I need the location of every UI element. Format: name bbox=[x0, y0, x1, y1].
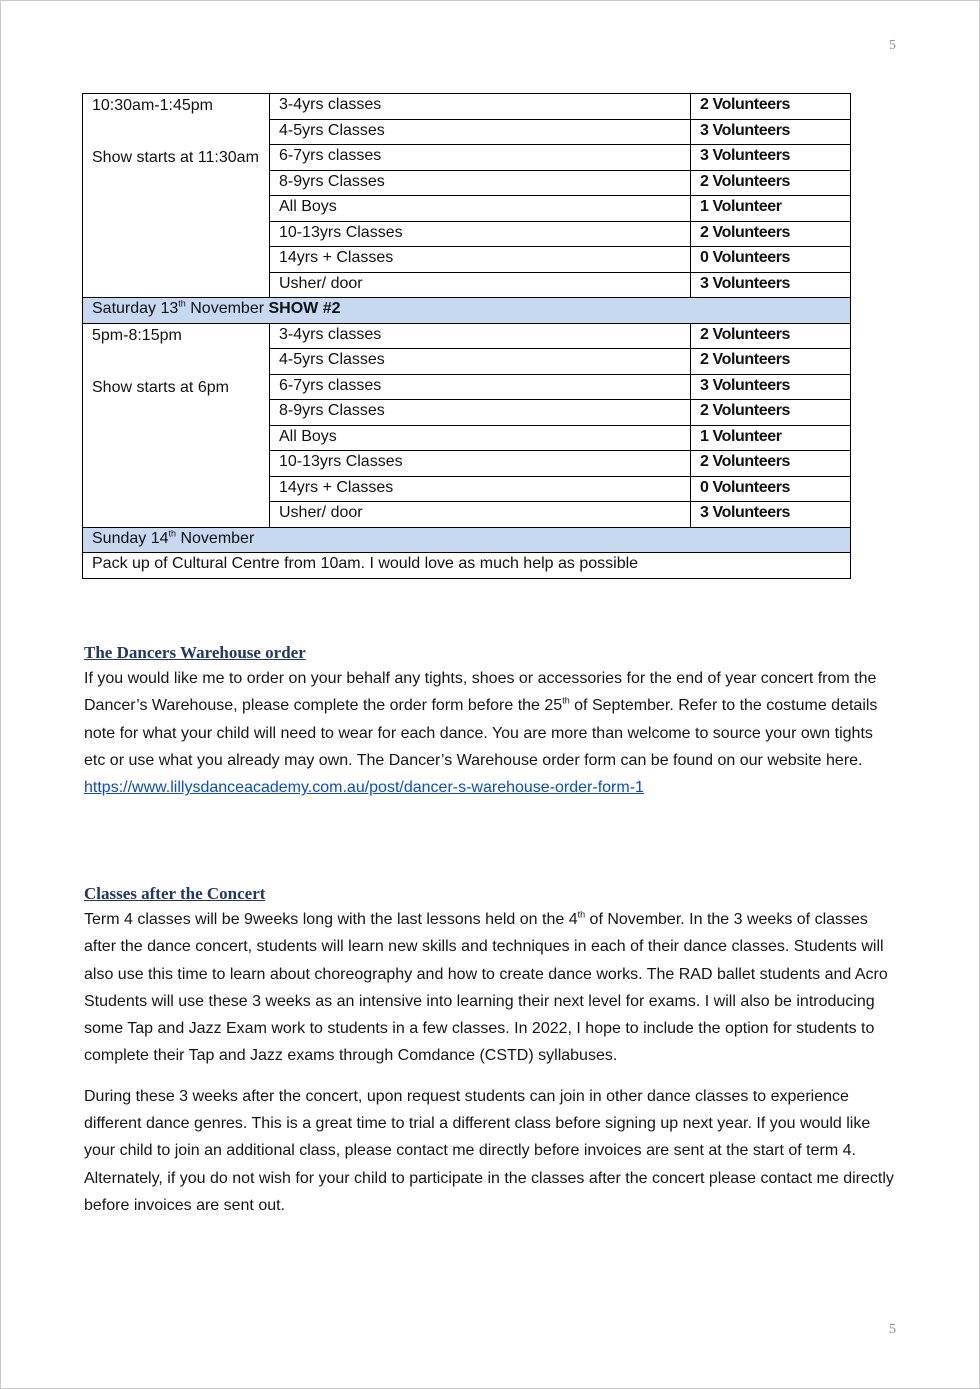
ordinal-suffix: th bbox=[577, 909, 586, 920]
paragraph-text: of September. Refer to the costume details note for what your child will need to wear for each dance. You are more than welcome to source your own tights etc or use what you already may own. The Dancer’s Warehouse order form can be found on our website here. bbox=[84, 697, 878, 769]
packup-cell: Pack up of Cultural Centre from 10am. I would love as much help as possible bbox=[83, 553, 851, 579]
class-cell: 6-7yrs classes bbox=[270, 145, 691, 171]
paragraph-text: If you would like me to order on your behalf any tights, shoes or accessories for the end of year concert from the Dancer’s Warehouse, please complete the order form before the 25 bbox=[84, 670, 877, 715]
volunteer-cell: 2 Volunteers bbox=[691, 349, 851, 375]
class-cell: 14yrs + Classes bbox=[270, 476, 691, 502]
volunteer-cell: 3 Volunteers bbox=[691, 272, 851, 298]
volunteer-cell: 2 Volunteers bbox=[691, 170, 851, 196]
paragraph-text: of November. In the 3 weeks of classes after the dance concert, students will learn new skills and techniques in each of their dance classes. Students will also use this time to learn about choreography and how to create dance works. The RAD ballet students and Acro Students will use these 3 weeks as an intensive into learning their next level for exams. I will also be introducing some Tap and Jazz Exam work to students in a few classes. In 2022, I hope to include the option for students to complete their Tap and Jazz exams through Comdance (CSTD) syllabuses. bbox=[84, 911, 888, 1065]
paragraph-text: Term 4 classes will be 9weeks long with the last lessons held on the 4 bbox=[84, 911, 578, 928]
day-text: November bbox=[185, 300, 269, 317]
classes-heading: Classes after the Concert bbox=[84, 884, 266, 903]
volunteer-cell: 2 Volunteers bbox=[691, 94, 851, 120]
ordinal-suffix: th bbox=[178, 298, 186, 309]
volunteer-cell: 2 Volunteers bbox=[691, 451, 851, 477]
class-cell: 4-5yrs Classes bbox=[270, 349, 691, 375]
page-number-top: 5 bbox=[889, 38, 896, 53]
volunteer-cell: 0 Volunteers bbox=[691, 247, 851, 273]
table-row bbox=[83, 94, 851, 120]
class-cell: All Boys bbox=[270, 196, 691, 222]
class-cell: 10-13yrs Classes bbox=[270, 451, 691, 477]
volunteer-cell: 3 Volunteers bbox=[691, 119, 851, 145]
day-text: November bbox=[176, 529, 255, 547]
warehouse-section bbox=[84, 641, 896, 801]
show1-rows bbox=[83, 94, 851, 579]
class-cell: Usher/ door bbox=[270, 272, 691, 298]
warehouse-order-link[interactable]: https://www.lillysdanceacademy.com.au/post/dancer-s-warehouse-order-form-1 bbox=[84, 779, 644, 797]
day-header-saturday bbox=[83, 298, 851, 324]
class-cell: Usher/ door bbox=[270, 502, 691, 528]
volunteer-cell: 2 Volunteers bbox=[691, 323, 851, 349]
volunteer-cell: 3 Volunteers bbox=[691, 374, 851, 400]
class-cell: 3-4yrs classes bbox=[270, 323, 691, 349]
show-label: SHOW #2 bbox=[268, 300, 341, 317]
volunteer-cell: 1 Volunteer bbox=[691, 425, 851, 451]
warehouse-heading: The Dancers Warehouse order bbox=[84, 643, 306, 662]
show1-start: Show starts at 11:30am bbox=[92, 149, 259, 166]
classes-paragraph-2: During these 3 weeks after the concert, upon request students can join in other dance classes to experience different dance genres. This is a great time to trial a different class before signing up next year. If you would like your child to join an additional class, please contact me directly before invoices are sent at the start of term 4. Alternately, if you do not wish for your child to participate in the classes after the concert please contact me directly before invoices are sent out. bbox=[84, 1087, 894, 1214]
class-cell: 10-13yrs Classes bbox=[270, 221, 691, 247]
warehouse-paragraph bbox=[84, 665, 896, 801]
volunteer-cell: 0 Volunteers bbox=[691, 476, 851, 502]
table-row bbox=[83, 323, 851, 349]
volunteer-cell: 1 Volunteer bbox=[691, 196, 851, 222]
volunteer-cell: 3 Volunteers bbox=[691, 145, 851, 171]
class-cell: 8-9yrs Classes bbox=[270, 400, 691, 426]
show2-time: 5pm-8:15pm bbox=[92, 326, 182, 344]
ordinal-suffix: th bbox=[168, 528, 177, 539]
day-header-cell bbox=[83, 298, 851, 324]
volunteer-cell: 3 Volunteers bbox=[691, 502, 851, 528]
show1-time: 10:30am-1:45pm bbox=[92, 97, 213, 114]
classes-section bbox=[84, 882, 896, 1219]
day-header-cell bbox=[83, 527, 851, 553]
class-cell: 4-5yrs Classes bbox=[270, 119, 691, 145]
show2-time-cell bbox=[83, 323, 270, 527]
show1-time-cell bbox=[83, 94, 270, 298]
day-header-sunday bbox=[83, 527, 851, 553]
volunteer-cell: 2 Volunteers bbox=[691, 221, 851, 247]
volunteer-schedule-table bbox=[82, 93, 851, 579]
day-text: Saturday 13 bbox=[92, 300, 179, 317]
day-text: Sunday 14 bbox=[92, 529, 169, 547]
ordinal-suffix: th bbox=[562, 695, 570, 706]
class-cell: 8-9yrs Classes bbox=[270, 170, 691, 196]
page-number-bottom: 5 bbox=[889, 1322, 896, 1337]
class-cell: 14yrs + Classes bbox=[270, 247, 691, 273]
class-cell: 6-7yrs classes bbox=[270, 374, 691, 400]
class-cell: All Boys bbox=[270, 425, 691, 451]
class-cell: 3-4yrs classes bbox=[270, 94, 691, 120]
show2-start: Show starts at 6pm bbox=[92, 378, 229, 396]
table-row bbox=[83, 553, 851, 579]
volunteer-cell: 2 Volunteers bbox=[691, 400, 851, 426]
classes-paragraph-1 bbox=[84, 906, 896, 1070]
